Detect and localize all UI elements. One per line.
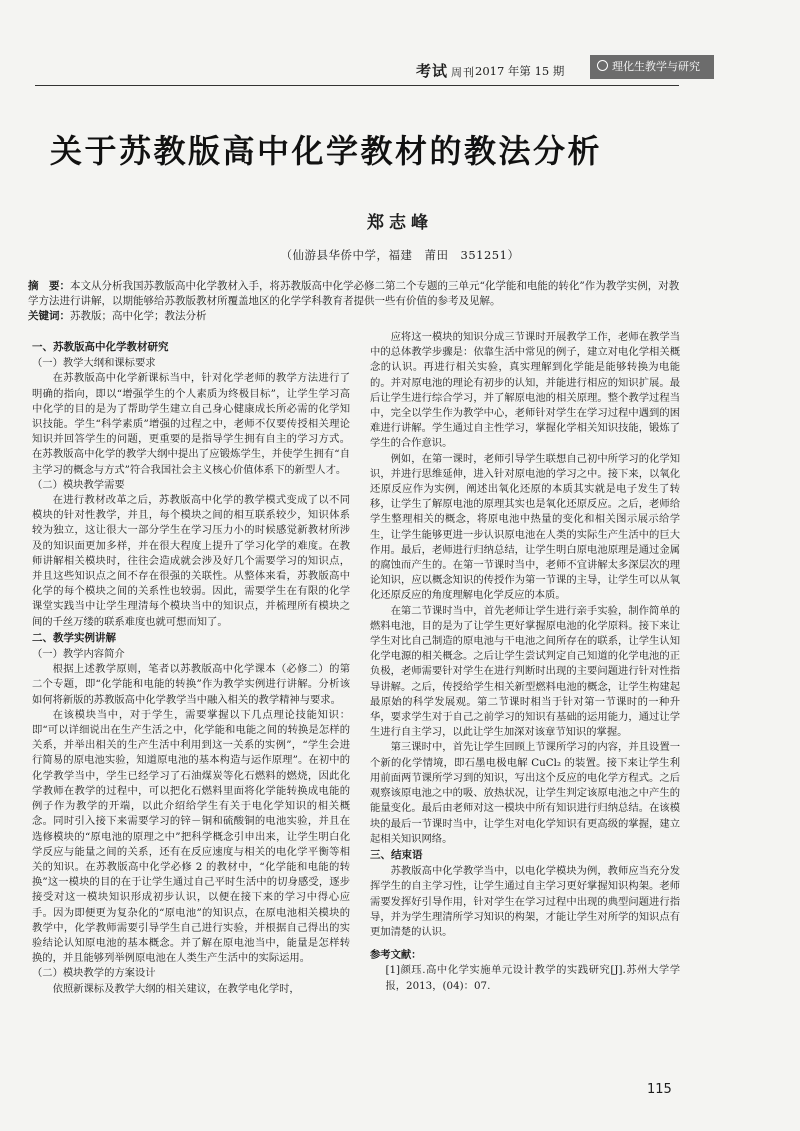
section-heading: 三、结束语 — [370, 848, 423, 861]
abstract-block — [28, 279, 688, 324]
subsection-heading: （一）教学内容简介 — [32, 648, 125, 661]
journal-name: 考试 周刊 — [416, 62, 476, 80]
body-paragraph: 应将这一模块的知识分成三节课时开展教学工作，老师在教学当中的总体教学步骤是：依靠生活中常见的例子，建立对电化学相关概念的认识。再进行相关实验，真实理解到化学能是能够转换为电能的。并对原电池的理论有初步的认知，并能进行相应的知识扩展。最后让学生进行综合学习，并了解原电池的相关原理。整个教学过程当中，完全以学生作为教学中心，老师针对学生在学习过程中遇到的困难进行讲解。学生通过自主性学习，掌握化学相关知识技能，锻炼了学生的合作意识。 — [370, 331, 680, 450]
abstract — [28, 279, 688, 309]
issue-number: 2017 年第 15 期 — [475, 64, 565, 78]
keywords-label: 关键词： — [28, 310, 70, 322]
body-paragraph: 根据上述教学原则，笔者以苏教版高中化学课本（必修二）的第二个专题，即“化学能和电能的转换”作为教学实例进行讲解。分析该如何将新版的苏教版高中化学教学当中融入相关的教学精神与要求。 — [32, 663, 350, 706]
abstract-text: 本文从分析我国苏教版高中化学教材入手，将苏教版高中化学必修二第二个专题的三单元“化学能和电能的转化”作为教学实例，对教学方法进行讲解，以期能够给苏教版教材所覆盖地区的化学学科教育者提供一些有价值的参考及见解。 — [28, 280, 680, 307]
body-paragraph: 在进行教材改革之后，苏教版高中化学的教学模式变成了以不同模块的针对性教学，并且，每个模块之间的相互联系较少，知识体系较为独立，这让很大一部分学生在学习压力小的时候感觉新教材所涉及的知识面更加多样，并在很大程度上提升了学习化学的难度。在教师讲解相关模块时，往往会造成就会涉及好几个需要学习的知识点，并且这些知识点之间不存在很强的关联性。从整体来看，苏教版高中化学的每个模块之间的关系性也较弱。因此，需要学生在有限的化学课堂实践当中让学生理清每个模块当中的知识点，并梳理所有模块之间的千丝万缕的联系难度也就可想而知了。 — [32, 494, 350, 628]
subsection-heading: （二）模块教学的方案设计 — [32, 967, 156, 980]
author-name: 郑志峰 — [367, 213, 433, 233]
body-paragraph: 第三课时中，首先让学生回顾上节课所学习的内容，并且设置一个新的化学情境，即石墨电极电解 CuCl₂ 的装置。接下来让学生利用前面两节课所学习到的知识，写出这个反应的电化学方程式。之后观察该原电池之中的吸、放热状况，让学生判定该原电池之中产生的能量变化。最后由老师对这一模块中所有知识进行归纳总结。在该模块的最后一节课时当中，让学生对电化学知识有更高级的掌握，建立起相关知识网络。 — [370, 741, 680, 845]
references-label: 参考文献： — [370, 949, 422, 962]
column-badge: 理化生教学与研究 — [590, 55, 714, 79]
author-affiliation: （仙游县华侨中学，福建 莆田 351251） — [280, 248, 520, 262]
subsection-heading: （二）模块教学需要 — [32, 478, 125, 491]
body-paragraph: 例如，在第一课时，老师引导学生联想自己初中所学习的化学知识，并进行思维延伸，进入针对原电池的学习之中。接下来，以氧化还原反应作为实例，阐述出氧化还原的本质其实就是电子发生了转移，让学生了解原电池的原理其实也是氧化还原反应。之后，老师给学生整理相关的概念，将原电池中热量的变化和相关图示展示给学生，让学生能够更进一步认识原电池在人类的实际生产生活中的巨大作用。最后，老师进行归纳总结，让学生明白原电池原理是通过金属的腐蚀而产生的。在第一节课时当中，老师不宜讲解太多深层次的理论知识，应以概念知识的传授作为第一节课的主导，让学生可以从氧化还原反应的角度理解电化学反应的本质。 — [370, 452, 680, 602]
running-header — [35, 54, 700, 86]
body-paragraph: 在第二节课时当中，首先老师让学生进行亲手实验，制作简单的燃料电池，目的是为了让学生更好掌握原电池的化学原料。接下来让学生对比自己制造的原电池与干电池之间所存在的联系，让学生认知化学电源的相关概念。之后让学生尝试判定自己知道的化学电池的正负极，老师需要针对学生在进行判断时出现的主要问题进行针对性指导讲解。之后，传授给学生相关新型燃料电池的概念，让学生构建起最原始的科学发展观。第二节课时相当于针对第一节课时的一种升华，要求学生对于自己之前学习的知识有基础的运用能力，通过让学生进行自主学习，以此让学生加深对该章节知识的掌握。 — [370, 604, 680, 739]
left-column — [32, 339, 350, 997]
keywords-text: 苏教版；高中化学；教法分析 — [70, 310, 207, 322]
page-number: 115 — [647, 1082, 672, 1097]
body-paragraph: 苏教版高中化学教学当中，以电化学模块为例，教师应当充分发挥学生的自主学习性，让学生通过自主学习更好掌握知识构架。老师需要发挥好引导作用，针对学生在学习过程中出现的典型问题进行指导，并为学生理清所学习知识的构架，才能让学生对所学的知识点有更加清楚的认识。 — [370, 865, 680, 938]
section-heading: 一、苏教版高中化学教材研究 — [32, 341, 169, 353]
article-title: 关于苏教版高中化学教材的教法分析 — [50, 132, 603, 170]
circle-icon — [597, 60, 608, 71]
subsection-heading: （一）教学大纲和课标要求 — [32, 357, 156, 370]
keywords — [28, 309, 688, 324]
reference-item: [1]颜珏.高中化学实施单元设计教学的实践研究[J].苏州大学学报，2013，(04)：07. — [385, 964, 680, 992]
right-column — [370, 330, 680, 994]
abstract-label: 摘 要： — [28, 280, 70, 292]
body-paragraph: 在苏教版高中化学新课标当中，针对化学老师的教学方法进行了明确的指向，即以“增强学生的个人素质为终极目标”，让学生学习高中化学的目的是为了帮助学生建立自己身心健康成长所必需的化学知识技能。学生“科学素质”增强的过程之中，老师不仅要传授相关理论知识并回答学生的问题，更重要的是指导学生拥有自主的学习方式。在苏教版高中化学的教学大纲中提出了应锻炼学生，并使学生拥有“自主学习的概念与方式”符合我国社会主义核心价值体系下的新型人才。 — [32, 372, 350, 476]
body-paragraph: 在该模块当中，对于学生，需要掌握以下几点理论技能知识：即“可以详细说出在生产生活之中，化学能和电能之间的转换是怎样的关系，并举出相关的生产生活中利用到这一关系的实例”，“学生会进行简易的原电池实验，知道原电池的基本构造与运作原理”。在初中的化学教学当中，学生已经学习了石油煤炭等化石燃料的燃烧，因此化学教师在教学的过程中，可以把化石燃料里面将化学能转换成电能的例子作为教学的开端，以此介绍给学生有关于电化学知识的相关概念。同时引入接下来需要学习的锌－铜和硫酸铜的电池实验，并且在选修模块的“原电池的原理之中”把科学概念引申出来，让学生明白化学反应与能量之间的关系，还有在反应速度与相关的电化学平衡等相关的知识。在苏教版高中化学必修 2 的教材中，“化学能和电能的转换”这一模块的目的在于让学生通过自己平时生活中的切身感受，逐步接受对这一模块知识形成初步认识，以便在接下来的学习中得心应手。因为即便更为复杂化的“原电池”的知识点，在原电池相关模块的教学中，化学教师需要引导学生自己进行实验，并根据自己得出的实验结论认知原电池的基本概念。并了解在原电池当中，能量是怎样转换的，并且能够列举例原电池在人类生产生活中的实际运用。 — [32, 708, 350, 965]
section-heading: 二、教学实例讲解 — [32, 631, 116, 644]
body-paragraph: 依照新课标及教学大纲的相关建议，在教学电化学时， — [52, 982, 300, 995]
header-rule — [35, 85, 679, 86]
